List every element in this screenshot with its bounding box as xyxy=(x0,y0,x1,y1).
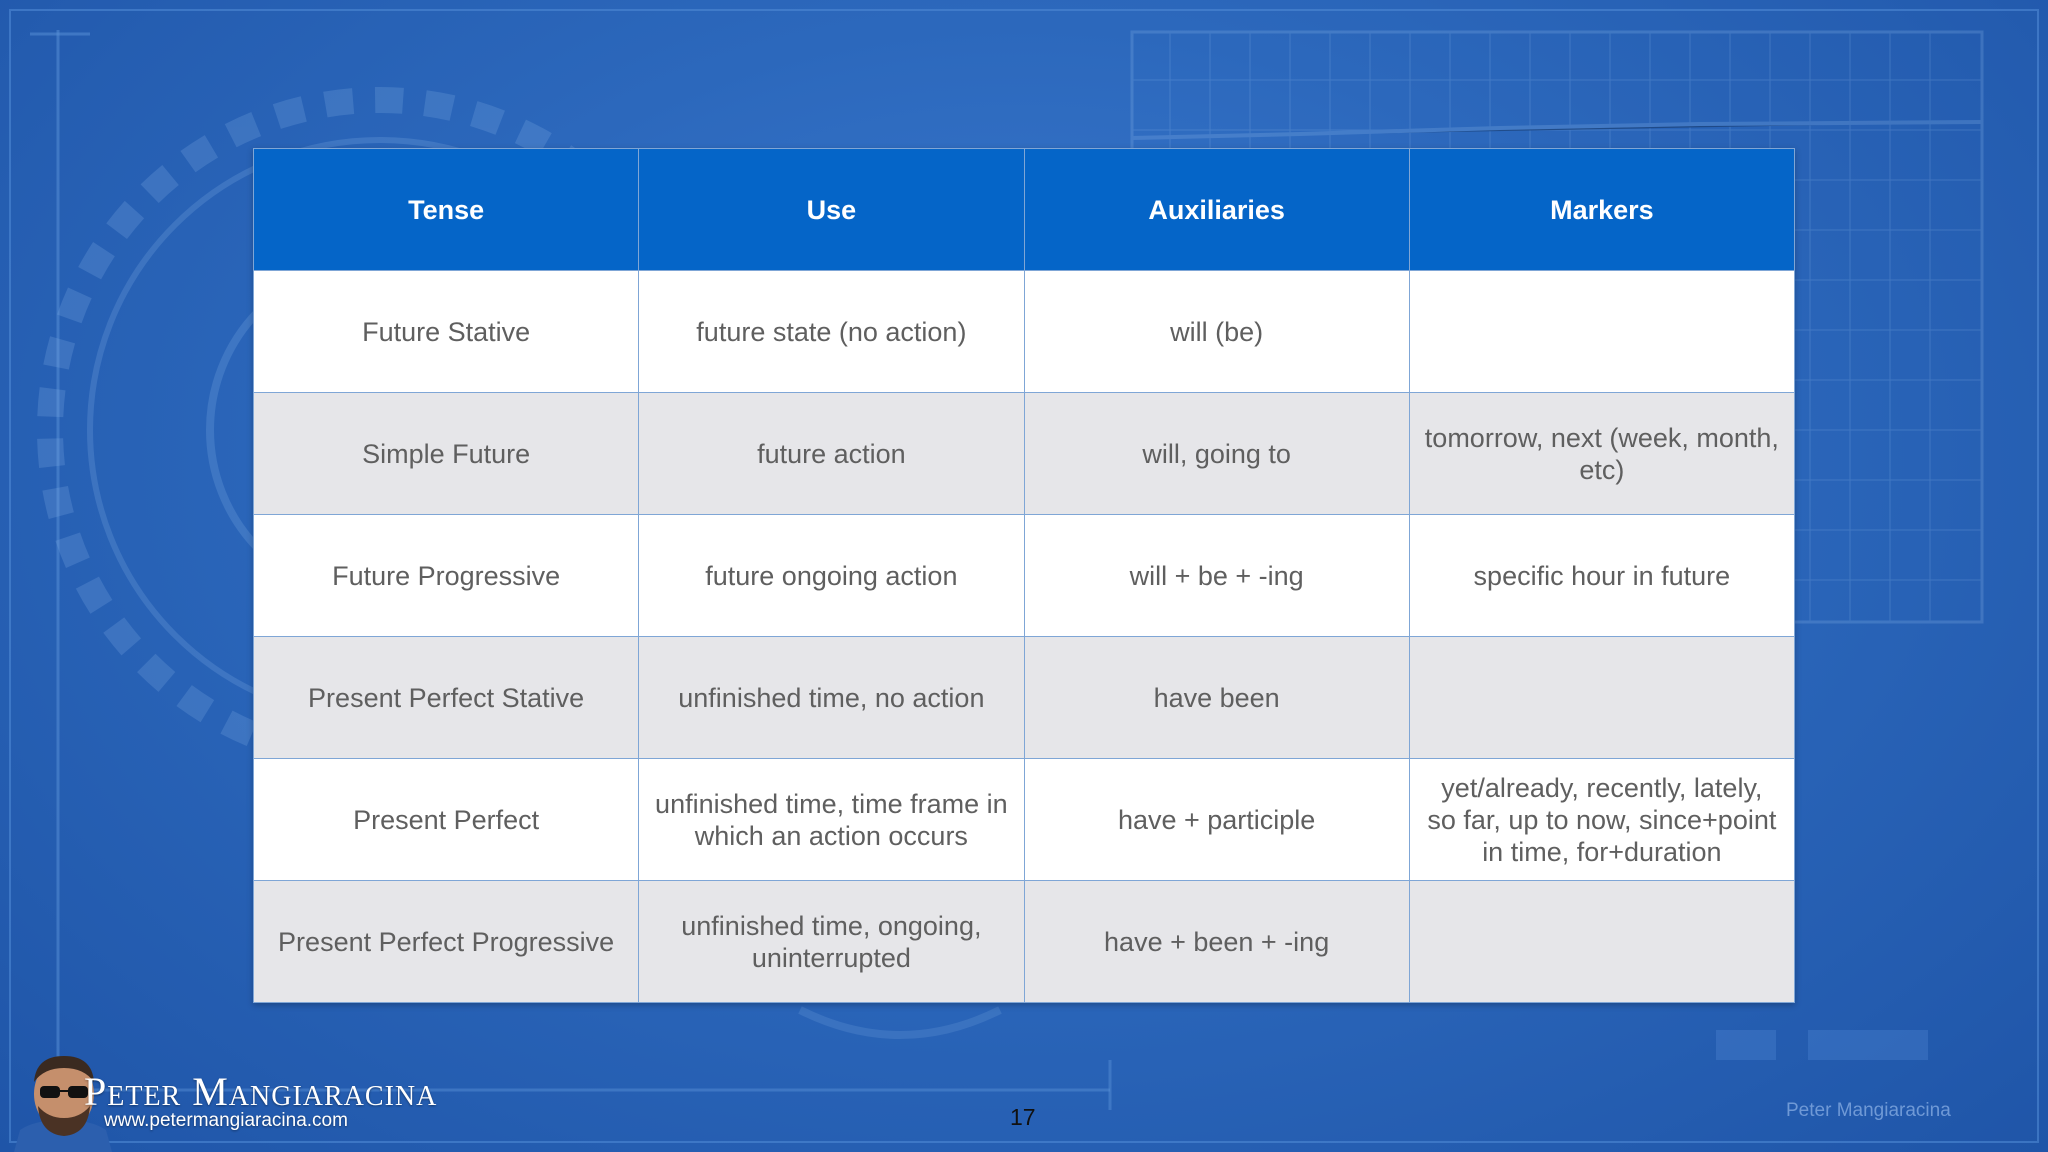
header-tense: Tense xyxy=(254,149,639,271)
table-row xyxy=(254,759,1795,881)
cell-markers xyxy=(1409,271,1794,393)
table-row xyxy=(254,881,1795,1003)
footer-author: Peter Mangiaracina xyxy=(1786,1100,1951,1121)
header-auxiliaries: Auxiliaries xyxy=(1024,149,1409,271)
cell-tense: Future Stative xyxy=(254,271,639,393)
cell-markers xyxy=(1409,637,1794,759)
cell-auxiliaries: have + participle xyxy=(1024,759,1409,881)
cell-use: unfinished time, time frame in which an action occurs xyxy=(639,759,1024,881)
page-number: 17 xyxy=(1010,1104,1036,1130)
cell-tense: Simple Future xyxy=(254,393,639,515)
tense-table-container xyxy=(253,148,1795,1003)
cell-use: future action xyxy=(639,393,1024,515)
cell-auxiliaries: have + been + -ing xyxy=(1024,881,1409,1003)
header-use: Use xyxy=(639,149,1024,271)
cell-use: future ongoing action xyxy=(639,515,1024,637)
cell-tense: Present Perfect Stative xyxy=(254,637,639,759)
table-row xyxy=(254,271,1795,393)
cell-auxiliaries: will (be) xyxy=(1024,271,1409,393)
table-row xyxy=(254,393,1795,515)
brand-name: Peter Mangiaracina xyxy=(84,1069,438,1114)
cell-markers: yet/already, recently, lately, so far, up to now, since+point in time, for+duration xyxy=(1409,759,1794,881)
brand-url[interactable]: www.petermangiaracina.com xyxy=(104,1110,348,1131)
cell-auxiliaries: have been xyxy=(1024,637,1409,759)
cell-markers: specific hour in future xyxy=(1409,515,1794,637)
table-row xyxy=(254,515,1795,637)
cell-markers xyxy=(1409,881,1794,1003)
cell-use: unfinished time, ongoing, uninterrupted xyxy=(639,881,1024,1003)
cell-markers: tomorrow, next (week, month, etc) xyxy=(1409,393,1794,515)
cell-tense: Future Progressive xyxy=(254,515,639,637)
cell-use: future state (no action) xyxy=(639,271,1024,393)
table-row xyxy=(254,637,1795,759)
cell-use: unfinished time, no action xyxy=(639,637,1024,759)
table-header-row xyxy=(254,149,1795,271)
cell-auxiliaries: will + be + -ing xyxy=(1024,515,1409,637)
cell-tense: Present Perfect Progressive xyxy=(254,881,639,1003)
tense-table xyxy=(253,148,1795,1003)
header-markers: Markers xyxy=(1409,149,1794,271)
cell-tense: Present Perfect xyxy=(254,759,639,881)
cell-auxiliaries: will, going to xyxy=(1024,393,1409,515)
